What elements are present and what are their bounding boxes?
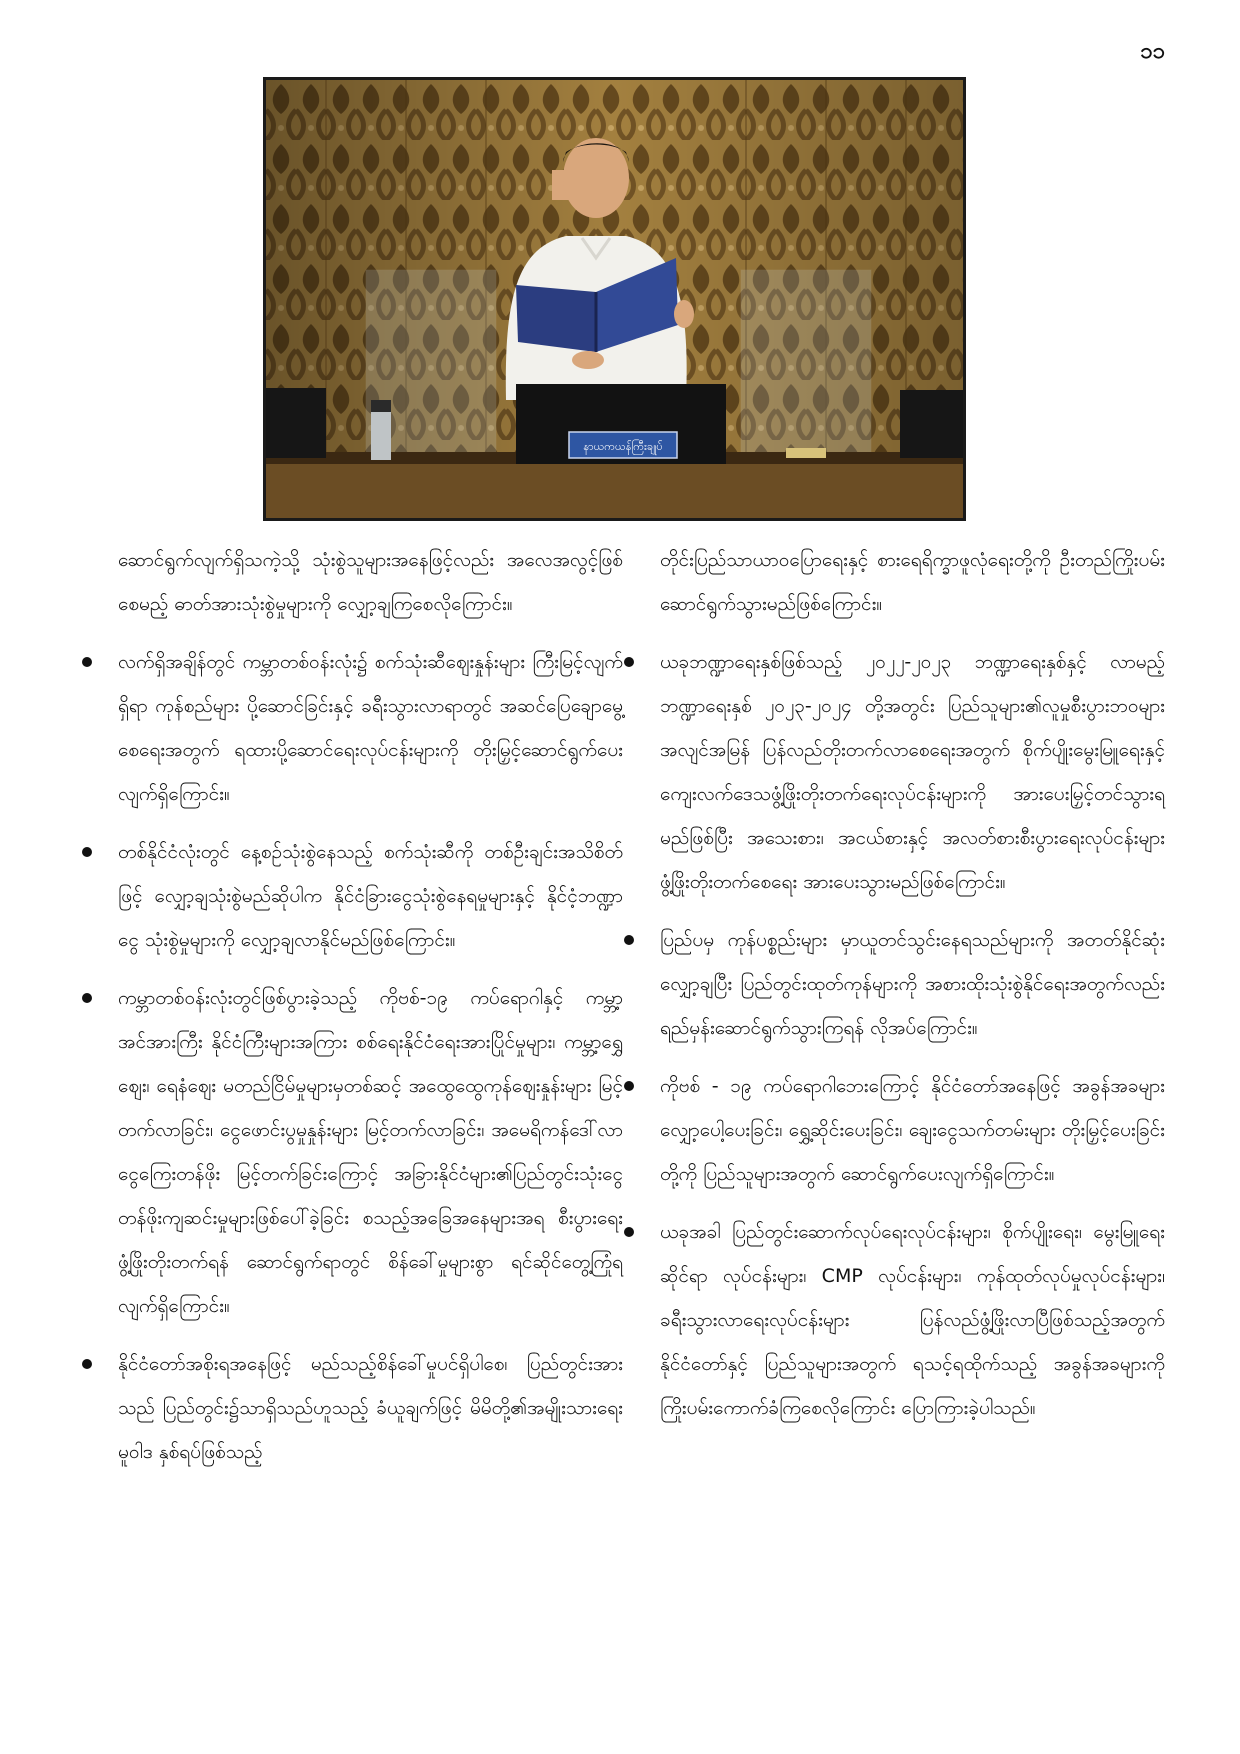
list-item: ကမ္ဘာတစ်ဝန်းလုံးတွင်ဖြစ်ပွားခဲ့သည့် ကိုဗစ်-၁၉ ကပ်ရောဂါနှင့် ကမ္ဘာ့အင်အားကြီး နိုင်ငံကြီးများအကြား စစ်ရေးနိုင်ငံရေးအားပြိုင်မှုများ၊ ကမ္ဘာ့ရွှေဈေး၊ ရေနံဈေး မတည်ငြိမ်မှုများမှတစ်ဆင့် အထွေထွေကုန်ဈေးနှုန်းများ မြင့်တက်လာခြင်း၊ ငွေဖောင်းပွမှုနှုန်းများ မြင့်တက်လာခြင်း၊ အမေရိကန်ဒေါ်လာငွေကြေးတန်ဖိုး မြင့်တက်ခြင်းကြောင့် အခြားနိုင်ငံများ၏ပြည်တွင်းသုံးငွေ တန်ဖိုးကျဆင်းမှုများဖြစ်ပေါ်ခဲ့ခြင်း စသည့်အခြေအနေများအရ စီးပွားရေးဖွံ့ဖြိုးတိုးတက်ရန် ဆောင်ရွက်ရာတွင် စိန်ခေါ်မှုများစွာ ရင်ဆိုင်တွေ့ကြုံရလျက်ရှိကြောင်း။	[118, 976, 623, 1328]
list-item: နိုင်ငံတော်အစိုးရအနေဖြင့် မည်သည့်စိန်ခေါ်မှုပင်ရှိပါစေ၊ ပြည်တွင်းအားသည် ပြည်တွင်း၌သာရှိသည်ဟူသည့် ခံယူချက်ဖြင့် မိမိတို့၏အမျိုးသားရေးမူဝါဒ နှစ်ရပ်ဖြစ်သည့်	[118, 1342, 623, 1474]
list-item: တစ်နိုင်ငံလုံးတွင် နေ့စဉ်သုံးစွဲနေသည့် စက်သုံးဆီကို တစ်ဦးချင်းအသိစိတ်ဖြင့် လျှော့ချသုံးစွဲမည်ဆိုပါက နိုင်ငံခြားငွေသုံးစွဲနေရမှုများနှင့် နိုင်ငံ့ဘဏ္ဍာငွေ သုံးစွဲမှုများကို လျှော့ချလာနိုင်မည်ဖြစ်ကြောင်း။	[118, 830, 623, 962]
left-column	[118, 538, 623, 1488]
list-item: ယခုအခါ ပြည်တွင်းဆောက်လုပ်ရေးလုပ်ငန်းများ၊ စိုက်ပျိုးရေး၊ မွေးမြူရေးဆိုင်ရာ လုပ်ငန်းများ၊ CMP လုပ်ငန်းများ၊ ကုန်ထုတ်လုပ်မှုလုပ်ငန်းများ၊ ခရီးသွားလာရေးလုပ်ငန်းများ ပြန်လည်ဖွံ့ဖြိုးလာပြီဖြစ်သည့်အတွက် နိုင်ငံတော်နှင့် ပြည်သူများအတွက် ရသင့်ရထိုက်သည့် အခွန်အခများကို ကြိုးပမ်းကောက်ခံကြစေလိုကြောင်း ပြောကြားခဲ့ပါသည်။	[660, 1210, 1165, 1430]
nameplate-label: နာယကယန်ကြီးချုပ်	[583, 440, 663, 453]
right-continuation: တိုင်းပြည်သာယာဝပြောရေးနှင့် စားရေရိက္ခာဖူလုံရေးတို့ကို ဦးတည်ကြိုးပမ်းဆောင်ရွက်သွားမည်ဖြစ်ကြောင်း။	[660, 549, 1165, 615]
list-item: ကိုဗစ် - ၁၉ ကပ်ရောဂါဘေးကြောင့် နိုင်ငံတော်အနေဖြင့် အခွန်အခများ လျှော့ပေါ့ပေးခြင်း၊ ရွှေ့ဆိုင်းပေးခြင်း၊ ချေးငွေသက်တမ်းများ တိုးမြှင့်ပေးခြင်းတို့ကို ပြည်သူများအတွက် ဆောင်ရွက်ပေးလျက်ရှိကြောင်း။	[660, 1064, 1165, 1196]
list-item: ယခုဘဏ္ဍာရေးနှစ်ဖြစ်သည့် ၂၀၂၂-၂၀၂၃ ဘဏ္ဍာရေးနှစ်နှင့် လာမည့်ဘဏ္ဍာရေးနှစ် ၂၀၂၃-၂၀၂၄ တို့အတွင်း ပြည်သူများ၏လူမှုစီးပွားဘဝများ အလျင်အမြန် ပြန်လည်တိုးတက်လာစေရေးအတွက် စိုက်ပျိုးမွေးမြူရေးနှင့် ကျေးလက်ဒေသဖွံ့ဖြိုးတိုးတက်ရေးလုပ်ငန်းများကို အားပေးမြှင့်တင်သွားရမည်ဖြစ်ပြီး အသေးစား၊ အငယ်စားနှင့် အလတ်စားစီးပွားရေးလုပ်ငန်းများ ဖွံ့ဖြိုးတိုးတက်စေရေး အားပေးသွားမည်ဖြစ်ကြောင်း။	[660, 640, 1165, 904]
article-photo	[263, 77, 966, 521]
list-item: လက်ရှိအချိန်တွင် ကမ္ဘာတစ်ဝန်းလုံး၌ စက်သုံးဆီဈေးနှုန်းများ ကြီးမြင့်လျက်ရှိရာ ကုန်စည်များ ပို့ဆောင်ခြင်းနှင့် ခရီးသွားလာရာတွင် အဆင်ပြေချောမွေ့စေရေးအတွက် ရထားပို့ဆောင်ရေးလုပ်ငန်းများကို တိုးမြှင့်ဆောင်ရွက်ပေးလျက်ရှိကြောင်း။	[118, 640, 623, 816]
page-number: ၁၁	[1140, 39, 1165, 64]
list-item: ပြည်ပမှ ကုန်ပစ္စည်းများ မှာယူတင်သွင်းနေရသည်များကို အတတ်နိုင်ဆုံး လျှော့ချပြီး ပြည်တွင်းထုတ်ကုန်များကို အစားထိုးသုံးစွဲနိုင်ရေးအတွက်လည်း ရည်မှန်းဆောင်ရွက်သွားကြရန် လိုအပ်ကြောင်း။	[660, 918, 1165, 1050]
right-column	[660, 538, 1165, 1444]
left-continuation: ဆောင်ရွက်လျက်ရှိသကဲ့သို့ သုံးစွဲသူများအနေဖြင့်လည်း အလေအလွင့်ဖြစ်စေမည့် ဓာတ်အားသုံးစွဲမှုများကို လျှော့ချကြစေလိုကြောင်း။	[118, 549, 623, 615]
